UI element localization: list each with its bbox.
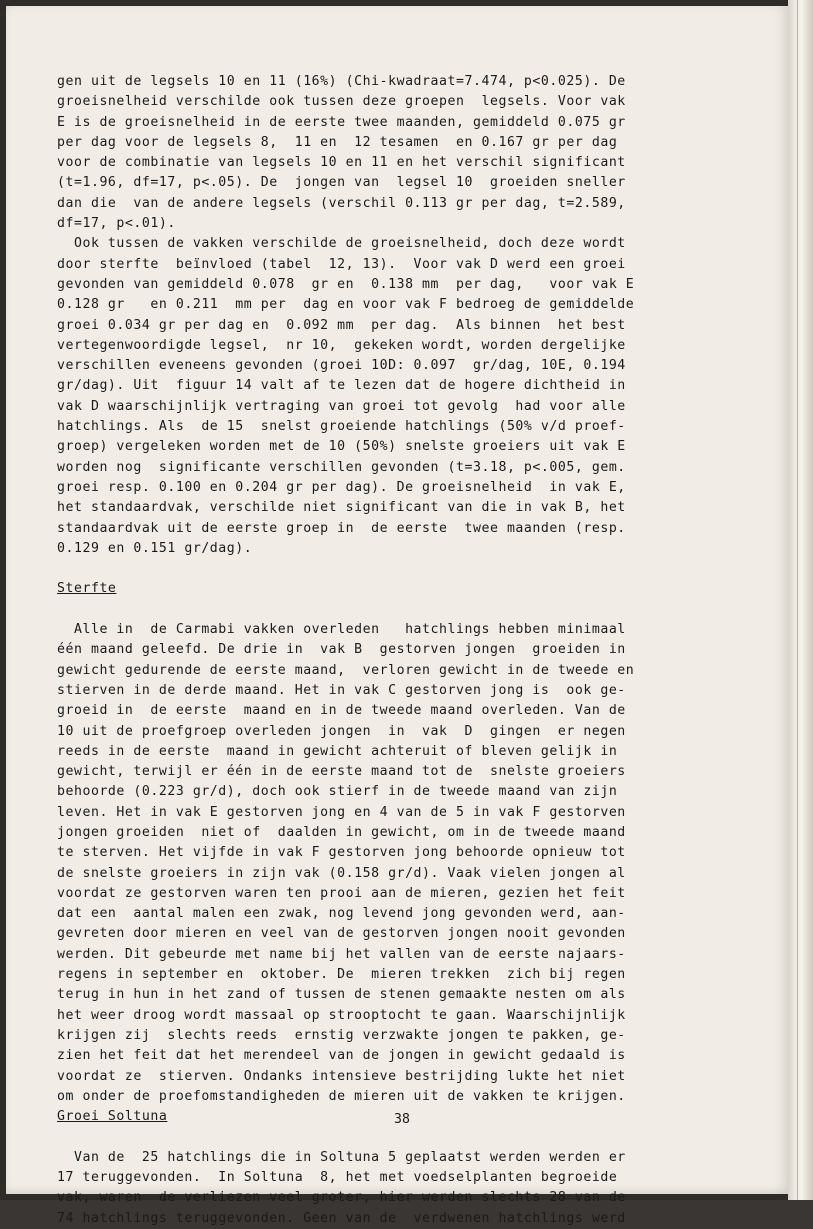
text-line: 0.128 gr en 0.211 mm per dag en voor vak F bedroeg de gemiddelde [57,297,635,313]
text-line: stierven in de derde maand. Het in vak C gestorven jong is ook ge- [57,682,626,698]
text-line: (t=1.96, df=17, p<.05). De jongen van legsel 10 groeiden sneller [57,175,626,191]
text-line: voordat ze gestorven waren ten prooi aan de mieren, gezien het feit [57,885,626,901]
text-line: gr/dag). Uit figuur 14 valt af te lezen dat de hogere dichtheid in [57,378,626,394]
text-line: gen uit de legsels 10 en 11 (16%) (Chi-kwadraat=7.474, p<0.025). De [57,74,626,89]
text-line: worden nog significante verschillen gevonden (t=3.18, p<.005, gem. [57,459,626,475]
text-line: vertegenwoordigde legsel, nr 10, gekeken wordt, worden dergelijke [57,337,626,353]
binding-line [797,0,798,1200]
paragraph-1 [57,72,747,234]
text-line: gewicht gedurende de eerste maand, verloren gewicht in de tweede en [57,662,635,678]
text-line: groei 0.034 gr per dag en 0.092 mm per dag. Als binnen het best [57,317,626,333]
text-line: Ook tussen de vakken verschilde de groeisnelheid, doch deze wordt [57,236,626,252]
text-line: voordat ze stierven. Ondanks intensieve bestrijding lukte het niet [57,1068,626,1084]
binding-edge [788,0,813,1200]
spacer [57,600,747,620]
text-line: groei resp. 0.100 en 0.204 gr per dag). De groeisnelheid in vak E, [57,479,626,495]
text-line: te sterven. Het vijfde in vak F gestorven jong behoorde opnieuw tot [57,845,626,861]
body-text [57,72,747,1229]
text-line: hatchlings. Als de 15 snelst groeiende hatchlings (50% v/d proef- [57,419,626,435]
text-line: per dag voor de legsels 8, 11 en 12 tesamen en 0.167 gr per dag [57,134,618,150]
text-line: het weer droog wordt massaal op strooptocht te gaan. Waarschijnlijk [57,1007,626,1023]
text-line: groeid in de eerste maand en in de tweede maand overleden. Van de [57,703,626,719]
text-line: groeisnelheid verschilde ook tussen deze groepen legsels. Voor vak [57,94,626,110]
text-line: regens in september en oktober. De mieren trekken zich bij regen [57,967,626,983]
text-line: verschillen eveneens gevonden (groei 10D: 0.097 gr/dag, 10E, 0.194 [57,358,626,374]
spacer [57,559,747,579]
text-line: door sterfte beïnvloed (tabel 12, 13). Voor vak D werd een groei [57,256,626,272]
text-line: Alle in de Carmabi vakken overleden hatchlings hebben minimaal [57,622,626,638]
text-line: reeds in de eerste maand in gewicht achteruit of bleven gelijk in [57,743,618,759]
text-line: Van de 25 hatchlings die in Soltuna 5 geplaatst werden werden er [57,1149,626,1165]
text-line: standaardvak uit de eerste groep in de eerste twee maanden (resp. [57,520,626,536]
text-line: 0.129 en 0.151 gr/dag). [57,540,253,556]
spacer [57,1127,747,1147]
text-line: dat een aantal malen een zwak, nog levend jong gevonden werd, aan- [57,906,626,922]
section-heading-sterfte: Sterfte [57,581,117,597]
text-line: gevreten door mieren en veel van de gestorven jongen nooit gevonden [57,926,626,942]
text-line: 74 hatchlings teruggevonden. Geen van de verdwenen hatchlings werd [57,1210,626,1226]
text-line: werden. Dit gebeurde met name bij het vallen van de eerste najaars- [57,946,626,962]
text-line: vak D waarschijnlijk vertraging van groei tot gevolg had voor alle [57,398,626,414]
page-number: 38 [394,1112,410,1127]
text-line: leven. Het in vak E gestorven jong en 4 van de 5 in vak F gestorven [57,804,626,820]
text-line: behoorde (0.223 gr/d), doch ook stierf in de tweede maand van zijn [57,784,618,800]
text-line: df=17, p<.01). [57,216,176,232]
text-line: voor de combinatie van legsels 10 en 11 en het verschil significant [57,155,626,171]
paragraph-4 [57,1148,747,1229]
text-line: gevonden van gemiddeld 0.078 gr en 0.138 mm per dag, voor vak E [57,276,635,292]
text-line: gewicht, terwijl er één in de eerste maand tot de snelste groeiers [57,764,626,780]
text-line: krijgen zij slechts reeds ernstig verzwakte jongen te pakken, ge- [57,1027,626,1043]
text-line: E is de groeisnelheid in de eerste twee maanden, gemiddeld 0.075 gr [57,114,626,130]
text-line: groep) vergeleken worden met de 10 (50%) snelste groeiers uit vak E [57,439,626,455]
text-line: de snelste groeiers in zijn vak (0.158 gr/d). Vaak vielen jongen al [57,865,626,881]
text-line: zien het feit dat het merendeel van de jongen in gewicht gedaald is [57,1048,626,1064]
paragraph-2 [57,234,747,559]
text-line: vak, waren de verliezen veel groter, hier werden slechts 28 van de [57,1190,626,1206]
text-line: jongen groeiden niet of daalden in gewicht, om in de tweede maand [57,824,626,840]
text-line: één maand geleefd. De drie in vak B gestorven jongen groeiden in [57,642,626,658]
text-line: 17 teruggevonden. In Soltuna 8, het met voedselplanten begroeide [57,1170,618,1186]
text-line: om onder de proefomstandigheden de mieren uit de vakken te krijgen. [57,1088,626,1104]
text-line: dan die van de andere legsels (verschil 0.113 gr per dag, t=2.589, [57,195,626,211]
text-line: 10 uit de proefgroep overleden jongen in vak D gingen er negen [57,723,626,739]
text-line: het standaardvak, verschilde niet significant van die in vak B, het [57,500,626,516]
section-heading-groei-soltuna: Groei Soltuna [57,1109,168,1125]
paragraph-3 [57,620,747,1107]
text-line: terug in hun in het zand of tussen de stenen gemaakte nesten om als [57,987,626,1003]
